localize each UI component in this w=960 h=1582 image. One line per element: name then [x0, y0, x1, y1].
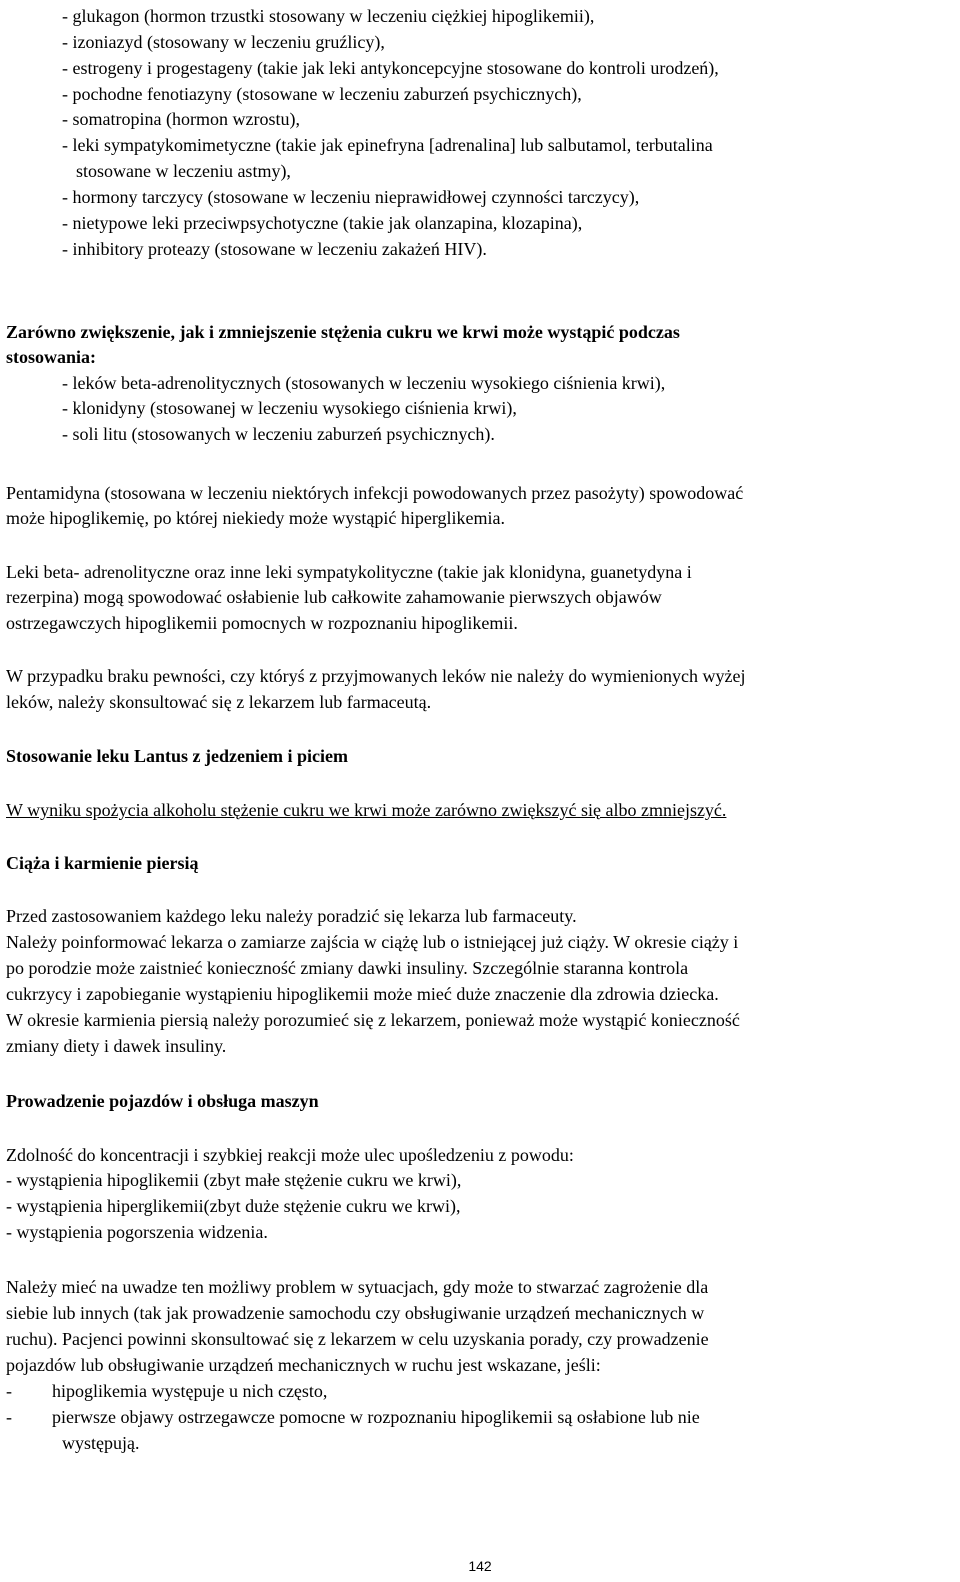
paragraph-line: Pentamidyna (stosowana w leczeniu niektórych infekcji powodowanych przez pasożyty) spowodować — [6, 483, 744, 503]
list-item: - wystąpienia pogorszenia widzenia. — [6, 1222, 268, 1242]
paragraph-line: Należy poinformować lekarza o zamiarze zajścia w ciążę lub o istniejącej już ciąży. W okresie ciąży i — [6, 932, 739, 952]
paragraph-line: Przed zastosowaniem każdego leku należy poradzić się lekarza lub farmaceuty. — [6, 906, 577, 926]
section-heading: Prowadzenie pojazdów i obsługa maszyn — [6, 1091, 319, 1111]
list-item: - klonidyny (stosowanej w leczeniu wysokiego ciśnienia krwi), — [62, 398, 517, 418]
paragraph-line: Leki beta- adrenolityczne oraz inne leki sympatykolityczne (takie jak klonidyna, guanetydyna i — [6, 562, 692, 582]
underlined-paragraph: W wyniku spożycia alkoholu stężenie cukru we krwi może zarówno zwiększyć się albo zmniejszyć. — [6, 800, 727, 820]
list-item: - somatropina (hormon wzrostu), — [62, 109, 300, 129]
list-item: pierwsze objawy ostrzegawcze pomocne w rozpoznaniu hipoglikemii są osłabione lub nie — [52, 1407, 700, 1427]
list-item: - inhibitory proteazy (stosowane w leczeniu zakażeń HIV). — [62, 239, 487, 259]
list-item: - pochodne fenotiazyny (stosowane w leczeniu zaburzeń psychicznych), — [62, 84, 582, 104]
list-item: - nietypowe leki przeciwpsychotyczne (takie jak olanzapina, klozapina), — [62, 213, 583, 233]
paragraph-line: ruchu). Pacjenci powinni skonsultować się z lekarzem w celu uzyskania porady, czy prowadzenie — [6, 1329, 709, 1349]
paragraph-line: ostrzegawczych hipoglikemii pomocnych w rozpoznaniu hipoglikemii. — [6, 613, 518, 633]
paragraph-line: Należy mieć na uwadze ten możliwy problem w sytuacjach, gdy może to stwarzać zagrożenie dla — [6, 1277, 709, 1297]
list-item: - wystąpienia hiperglikemii(zbyt duże stężenie cukru we krwi), — [6, 1196, 461, 1216]
paragraph-line: cukrzycy i zapobieganie wystąpieniu hipoglikemii może mieć duże znaczenie dla zdrowia dziecka. — [6, 984, 719, 1004]
page-number: 142 — [468, 1558, 492, 1574]
list-dash: - — [6, 1407, 12, 1427]
list-item: - soli litu (stosowanych w leczeniu zaburzeń psychicznych). — [62, 424, 495, 444]
list-item-continuation: stosowane w leczeniu astmy), — [76, 161, 291, 181]
list-item: - estrogeny i progestageny (takie jak leki antykoncepcyjne stosowane do kontroli urodzeń), — [62, 58, 719, 78]
list-dash: - — [6, 1381, 12, 1401]
paragraph-line: po porodzie może zaistnieć konieczność zmiany dawki insuliny. Szczególnie staranna kontrola — [6, 958, 689, 978]
section-heading: Ciąża i karmienie piersią — [6, 853, 199, 873]
list-item: - leków beta-adrenolitycznych (stosowanych w leczeniu wysokiego ciśnienia krwi), — [62, 373, 666, 393]
paragraph-line: Zdolność do koncentracji i szybkiej reakcji może ulec upośledzeniu z powodu: — [6, 1145, 574, 1165]
paragraph-line: pojazdów lub obsługiwanie urządzeń mechanicznych w ruchu jest wskazane, jeśli: — [6, 1355, 601, 1375]
list-item: - hormony tarczycy (stosowane w leczeniu nieprawidłowej czynności tarczycy), — [62, 187, 640, 207]
list-item: - izoniazyd (stosowany w leczeniu gruźlicy), — [62, 32, 385, 52]
paragraph-line: W okresie karmienia piersią należy porozumieć się z lekarzem, ponieważ może wystąpić konieczność — [6, 1010, 740, 1030]
section-heading-line: stosowania: — [6, 347, 97, 367]
list-item: - wystąpienia hipoglikemii (zbyt małe stężenie cukru we krwi), — [6, 1170, 462, 1190]
list-item: hipoglikemia występuje u nich często, — [52, 1381, 328, 1401]
paragraph-line: rezerpina) mogą spowodować osłabienie lub całkowite zahamowanie pierwszych objawów — [6, 587, 662, 607]
section-heading: Stosowanie leku Lantus z jedzeniem i piciem — [6, 746, 348, 766]
paragraph-line: zmiany diety i dawek insuliny. — [6, 1036, 227, 1056]
paragraph-line: może hipoglikemię, po której niekiedy może wystąpić hiperglikemia. — [6, 508, 506, 528]
list-item-continuation: występują. — [62, 1433, 140, 1453]
list-item: - leki sympatykomimetyczne (takie jak epinefryna [adrenalina] lub salbutamol, terbutalina — [62, 135, 713, 155]
list-item: - glukagon (hormon trzustki stosowany w leczeniu ciężkiej hipoglikemii), — [62, 6, 595, 26]
paragraph-line: W przypadku braku pewności, czy któryś z przyjmowanych leków nie należy do wymienionych wyżej — [6, 666, 746, 686]
section-heading-line: Zarówno zwiększenie, jak i zmniejszenie stężenia cukru we krwi może wystąpić podczas — [6, 322, 680, 342]
paragraph-line: siebie lub innych (tak jak prowadzenie samochodu czy obsługiwanie urządzeń mechanicznych w — [6, 1303, 705, 1323]
paragraph-line: leków, należy skonsultować się z lekarzem lub farmaceutą. — [6, 692, 432, 712]
